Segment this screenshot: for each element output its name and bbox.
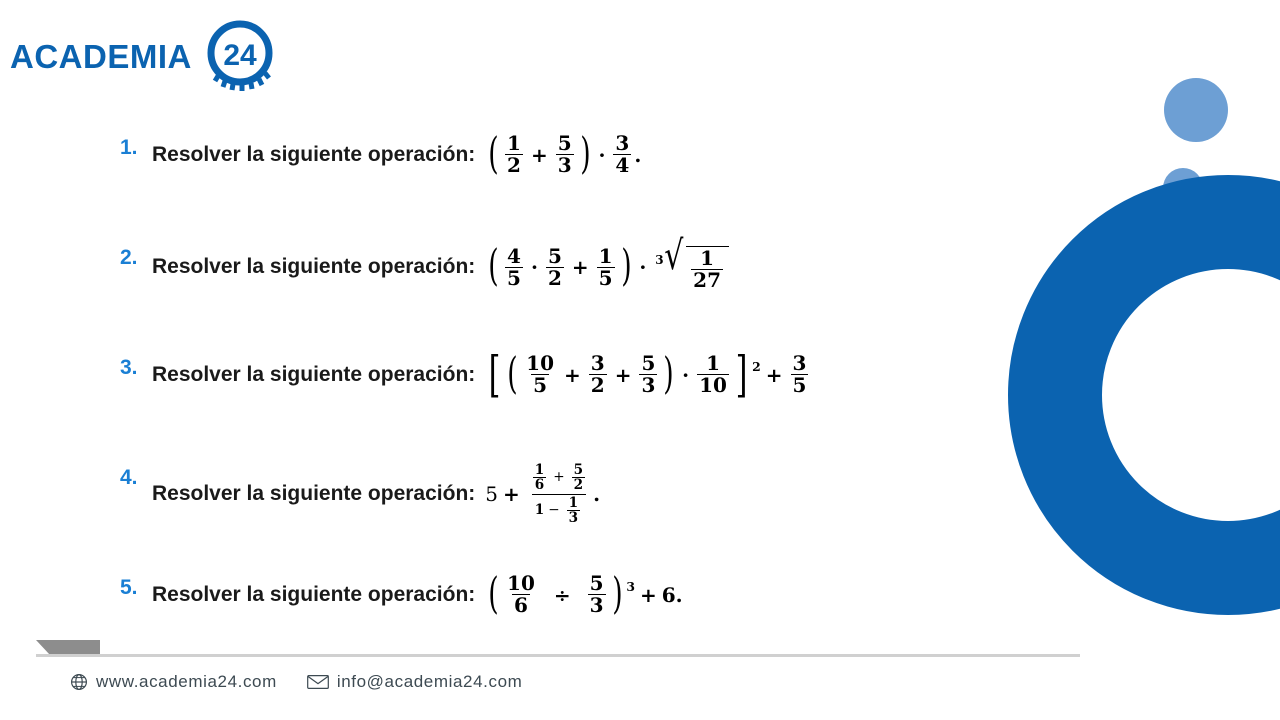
tail-term: 6	[661, 582, 676, 607]
multiply-operator: ·	[682, 362, 690, 387]
exercise-list	[120, 128, 1080, 683]
numerator: 1	[568, 494, 579, 511]
exercise-number: 3.	[120, 356, 138, 379]
exercise-expression-3	[485, 345, 811, 403]
footer-accent-tab	[36, 640, 100, 655]
plus-operator: +	[639, 582, 657, 607]
denominator: 10	[699, 373, 727, 397]
fraction-5-3	[639, 353, 657, 396]
footer	[70, 672, 522, 692]
fraction-1-10	[697, 353, 729, 396]
left-paren: (	[488, 241, 499, 292]
numerator: 5	[589, 571, 604, 595]
denominator: 2	[590, 373, 605, 397]
compound-numerator	[527, 463, 591, 494]
fraction-1-3	[567, 496, 580, 526]
denominator: 3	[557, 153, 572, 177]
lead-term: 5	[485, 482, 498, 507]
denominator: 2	[573, 477, 584, 494]
footer-divider	[36, 654, 1080, 657]
plus-operator: +	[614, 362, 632, 387]
right-paren: )	[620, 241, 632, 292]
numerator: 5	[547, 243, 562, 268]
denominator: 5	[533, 373, 548, 397]
plus-operator: +	[530, 142, 548, 167]
list-item	[120, 128, 1080, 243]
numerator: 3	[615, 131, 630, 155]
fraction-4-5	[505, 243, 523, 290]
exercise-number: 4.	[120, 466, 138, 489]
globe-icon	[70, 673, 88, 691]
denominator: 5	[792, 373, 807, 397]
fraction-1-6	[533, 463, 546, 493]
right-bracket: ]	[735, 345, 748, 403]
exercise-number: 2.	[120, 246, 138, 269]
fraction-5-3	[588, 573, 606, 616]
denominator: 2	[547, 265, 562, 290]
compound-denominator	[532, 494, 586, 526]
denominator: 27	[693, 268, 721, 292]
left-paren: (	[507, 348, 518, 399]
right-paren: )	[611, 568, 623, 619]
exercise-expression-1	[485, 128, 642, 179]
exercise-label: Resolver la siguiente operación:	[152, 482, 476, 506]
exercise-label: Resolver la siguiente operación:	[152, 255, 476, 278]
brand-logo	[10, 18, 278, 94]
numerator: 10	[507, 571, 535, 595]
denominator: 3	[641, 373, 656, 397]
period: .	[634, 142, 642, 167]
multiply-operator: ·	[598, 142, 606, 167]
divide-operator: ÷	[553, 582, 571, 607]
numerator: 3	[792, 351, 807, 375]
left-paren: (	[488, 128, 499, 179]
fraction-5-3	[556, 133, 574, 176]
exercise-label: Resolver la siguiente operación:	[152, 362, 476, 386]
plus-operator: +	[765, 362, 783, 387]
footer-website[interactable]	[70, 672, 277, 692]
exponent: 3	[626, 578, 635, 594]
denominator: 2	[507, 153, 521, 177]
multiply-operator: ·	[530, 255, 538, 279]
denominator: 4	[615, 153, 630, 177]
denominator: 6	[534, 477, 545, 494]
exercise-label: Resolver la siguiente operación:	[152, 142, 476, 166]
cube-root	[655, 233, 729, 292]
list-item	[120, 463, 1080, 573]
fraction-10-6	[505, 573, 537, 616]
period: .	[593, 482, 601, 507]
exercise-expression-2	[485, 233, 729, 292]
numerator: 1	[507, 131, 521, 155]
denominator: 6	[514, 593, 528, 617]
list-item	[120, 233, 1080, 353]
period: .	[675, 582, 683, 607]
denominator: 3	[568, 509, 579, 526]
root-index: 3	[655, 253, 664, 267]
right-paren: )	[579, 128, 591, 179]
fraction-5-2	[546, 243, 564, 290]
right-paren: )	[663, 348, 674, 399]
numerator: 1	[598, 243, 613, 268]
numerator: 5	[641, 351, 656, 375]
numerator: 4	[507, 243, 521, 268]
website-text: www.academia24.com	[96, 672, 277, 691]
exercise-number: 1.	[120, 136, 138, 159]
radical-sign-icon: √	[663, 233, 683, 279]
left-bracket: [	[488, 345, 501, 403]
fraction-3-4	[613, 133, 631, 176]
exercise-expression-5	[485, 568, 683, 619]
fraction-3-5	[791, 353, 809, 396]
fraction-1-2	[505, 133, 523, 176]
email-text: info@academia24.com	[336, 672, 523, 691]
decorative-circle-large	[1164, 78, 1228, 142]
numerator: 1	[534, 462, 545, 478]
denominator: 3	[589, 593, 604, 617]
logo-wordmark: ACADEMIA	[10, 37, 192, 75]
list-item	[120, 568, 1080, 683]
numerator: 5	[557, 131, 572, 155]
fraction-10-5	[524, 353, 556, 396]
left-paren: (	[488, 568, 499, 619]
denominator: 5	[598, 265, 613, 290]
plus-operator: +	[571, 255, 589, 279]
one-term: 1	[534, 501, 545, 518]
envelope-icon	[307, 674, 329, 690]
numerator: 1	[700, 246, 715, 270]
exponent: 2	[752, 358, 761, 374]
plus-operator: +	[503, 482, 520, 507]
numerator: 5	[573, 462, 584, 478]
footer-email[interactable]	[307, 672, 523, 692]
numerator: 3	[590, 351, 605, 375]
numerator: 1	[706, 351, 721, 375]
fraction-1-5	[597, 243, 615, 290]
plus-operator: +	[564, 362, 581, 387]
numerator: 10	[526, 351, 555, 375]
continued-fraction	[527, 463, 591, 525]
denominator: 5	[507, 265, 521, 290]
exercise-expression-4	[485, 463, 600, 525]
fraction-3-2	[589, 353, 607, 396]
minus-operator: −	[548, 501, 560, 518]
plus-operator: +	[553, 469, 565, 486]
academia24-ring-logo-icon	[202, 18, 278, 94]
fraction-1-27	[691, 248, 723, 291]
multiply-operator: ·	[639, 255, 647, 279]
exercise-label: Resolver la siguiente operación:	[152, 582, 476, 606]
exercise-number: 5.	[120, 576, 138, 599]
logo-badge-number: 24	[223, 39, 257, 72]
fraction-5-2	[572, 463, 585, 493]
list-item	[120, 345, 1080, 463]
